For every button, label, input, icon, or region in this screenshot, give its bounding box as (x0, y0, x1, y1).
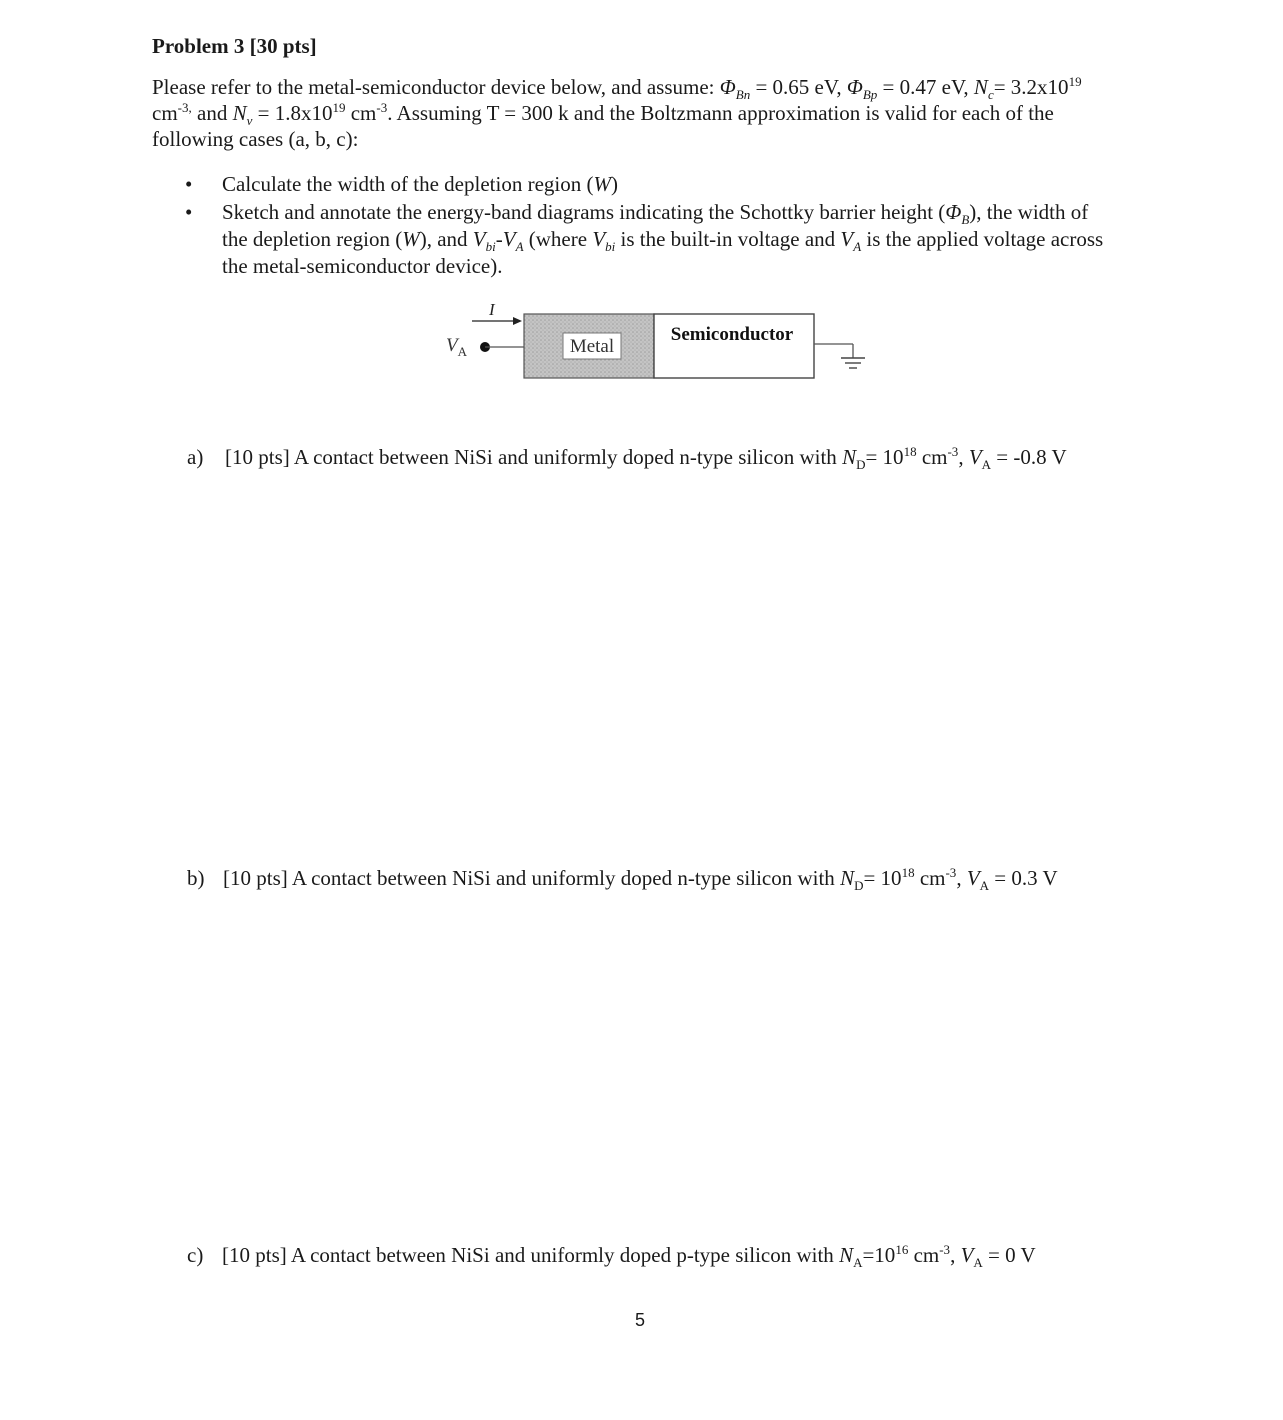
part-b: b) [10 pts] A contact between NiSi and uniformly doped n-type silicon with $N_D= 10^{18}$ $cm^{-3}$, $V_A = 0.3$ V (187, 865, 1058, 894)
ground-icon (841, 358, 865, 368)
bullet-dot: • (185, 200, 193, 224)
part-c: c) [10 pts] A contact between NiSi and uniformly doped p-type silicon with $N_A=10^{16}$ $cm^{-3}$, $V_A = 0$ V (187, 1242, 1036, 1271)
metal-label: Metal (569, 336, 615, 357)
current-label: I (489, 300, 495, 319)
part-a: a) [10 pts] A contact between NiSi and uniformly doped n-type silicon with $N_D= 10^{18}$ $cm^{-3}$, $V_A = -0.8$ V (187, 444, 1067, 473)
intro-line-3: following cases (a, b, c): (152, 127, 359, 151)
task-list (185, 171, 1103, 281)
current-arrow-head (513, 317, 522, 325)
page-number: 5 (635, 1310, 646, 1330)
intro-line-2: $cm^{-3,}$ and $N_v = 1.8x10^{19}$ $cm^{-3}$. Assuming T = 300 k and the Boltzmann approximation is valid for each of the (152, 100, 1054, 129)
applied-voltage-label: $V_A$ (446, 335, 467, 359)
intro-line-1: Please refer to the metal-semiconductor device below, and assume: $\Phi_{Bn} = 0.65$ eV, $\Phi_{Bp} = 0.47$ eV, $N_c= 3.2x10^{19}$ (152, 74, 1082, 103)
problem-title: Problem 3 [30 pts] (152, 34, 317, 58)
device-diagram (440, 295, 880, 390)
intro-paragraph (152, 74, 1132, 152)
semiconductor-label: Semiconductor (670, 324, 794, 345)
task-item-sketch: • Sketch and annotate the energy-band diagrams indicating the Schottky barrier height $(\Phi_B)$, the width of the depletion region (W), and $V_{bi}-V_A$ (where $V_{bi}$ is the built-in voltage and $V_A$ is the applied voltage across the metal-semiconductor device). (185, 200, 1104, 278)
task-item-width: • Calculate the width of the depletion region (W) (185, 172, 618, 196)
bullet-dot: • (185, 172, 193, 196)
